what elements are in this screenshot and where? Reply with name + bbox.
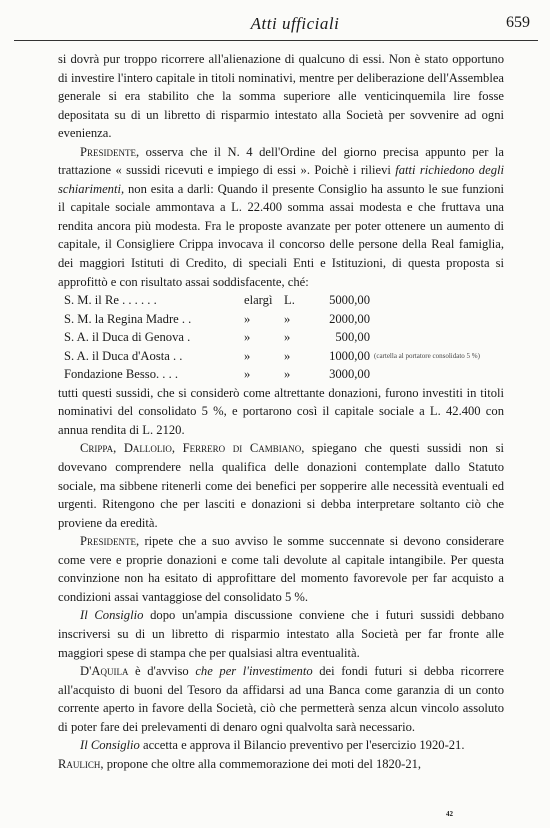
paragraph-9 <box>58 755 504 774</box>
verb: » <box>244 367 251 382</box>
paragraph-6-text: dopo un'ampia discussione conviene che i futuri sussidi debbano inscriversi su di un libretto di risparmio intestato alla Società per far fronte alle maggiori spese di stampa che per qualsiasi altra eventualità. <box>58 608 505 660</box>
paragraph-1: si dovrà pur troppo ricorrere all'alienazione di qualcuno di essi. Non è stato opportuno di investire l'intero capitale in titoli nominativi, mentre per deliberazione dell'Assemblea generale si era stabilito che la somma superiore alle venticinquemila lire fosse depositata su di un libretto di risparmio intestato alla Società per sovvenire ad ogni evenienza. <box>58 52 504 141</box>
paragraph-2-text: osserva che il N. 4 dell'Ordine del giorno precisa appunto per la trattazione « sussidi ricevuti e impiego di essi ». Poichè i rilievi <box>58 144 504 178</box>
page-number: 659 <box>506 14 530 31</box>
paragraph-7-rest: dei fondi futuri si debba ricorrere all'acquisto di buoni del Tesoro da affidarsi ad una Banca come garanzia di un conto corrente aperto in favore della Società, ciò che permetterà senza alcun vincolo assoluto di poter fare dei prelevamenti di denaro ogni qualvolta sarà necessario. <box>58 664 505 734</box>
speaker-name: D'Aquila <box>80 664 129 679</box>
printer-signature: 42 <box>446 810 453 818</box>
paragraph-6-italic: Il Consiglio <box>80 608 144 623</box>
currency-mark: » <box>284 367 291 382</box>
donations-list <box>58 291 504 384</box>
paragraph-9-text: propone che oltre alla commemorazione dei moti del 1820-21, <box>103 756 422 771</box>
amount: 5000,00 <box>329 293 370 308</box>
paragraph-7 <box>58 662 504 736</box>
paragraph-7-italic: che per l'investimento <box>195 664 313 679</box>
header-rule <box>14 40 538 41</box>
amount: 3000,00 <box>329 367 370 382</box>
paragraph-8-text: accetta e approva il Bilancio preventivo per l'esercizio 1920-21. <box>139 738 465 753</box>
verb: » <box>244 311 251 326</box>
page-body <box>58 50 504 773</box>
currency-mark: » <box>284 311 291 326</box>
donation-note: (cartella al portatore consolidato 5 %) <box>374 351 480 360</box>
speaker-name: Presidente, <box>80 144 140 159</box>
verb: » <box>244 330 251 345</box>
page-header <box>60 14 530 38</box>
paragraph-4-text: spiegano che questi sussidi non si dovevano comprendere nella qualifica delle donazioni contemplate dallo Statuto sociale, ma sibbene ritenerli come dei benefici per sopperire alle necessità eventuali ed urgenti. Ritengono che per lasciti e donazioni si debba interpretare soltanto ciò che proviene da eredità. <box>58 441 504 530</box>
amount: 500,00 <box>335 330 370 345</box>
donor: Fondazione Besso. . . . <box>64 367 179 382</box>
donation-row <box>58 347 504 366</box>
donation-row <box>58 328 504 347</box>
amount: 2000,00 <box>329 311 370 326</box>
running-title: Atti ufficiali <box>250 14 340 33</box>
currency-mark: L. <box>284 293 295 308</box>
paragraph-2 <box>58 143 504 291</box>
verb: elargì <box>244 293 273 308</box>
speaker-name: Raulich, <box>58 756 104 771</box>
donation-row <box>58 310 504 329</box>
paragraph-8-italic: Il Consiglio <box>80 738 140 753</box>
paragraph-8 <box>58 736 504 755</box>
paragraph-2-rest: non esita a darli: Quando il presente Consiglio ha assunto le sue funzioni il capitale sociale ammontava a L. 22.400 somma assai modesta e che fruttava una rendita ancora più modesta. Fra le proposte avanzate per poter ottenere un aumento di capitale, il Consigliere Crippa invocava il concorso delle persone della Real famiglia, dei maggiori Istituti di Credito, di speciali Enti e Istituzioni, di questa proposta si approfittò e con risultato assai soddisfacente, ché: <box>58 181 504 289</box>
donor: S. A. il Duca di Genova . <box>64 330 191 345</box>
speaker-name: Presidente, <box>80 534 140 549</box>
donation-row <box>58 365 504 384</box>
paragraph-5-text: ripete che a suo avviso le somme succennate si devono considerare come vere e proprie donazioni e come tali devolute al capitale intangibile. Per questa convinzione non ha esitato di approfittare del momento favorevole per far acquisto a condizioni assai vantaggiose del consolidato 5 %. <box>58 534 504 604</box>
amount: 1000,00 <box>329 348 370 363</box>
paragraph-4 <box>58 439 504 532</box>
paragraph-3: tutti questi sussidi, che si considerò come altrettante donazioni, furono investiti in titoli nominativi del consolidato 5 %, e portarono così il capitale sociale a L. 42.400 con annua rendita di L. 2120. <box>58 385 504 437</box>
currency-mark: » <box>284 348 291 363</box>
speaker-names: Crippa, Dallolio, Ferrero di Cambiano, <box>80 441 305 456</box>
currency-mark: » <box>284 330 291 345</box>
paragraph-7-text: è d'avviso <box>128 664 196 679</box>
donor: S. M. il Re . . . . . . <box>64 293 157 308</box>
paragraph-5 <box>58 532 504 606</box>
donor: S. A. il Duca d'Aosta . . <box>64 348 183 363</box>
donor: S. M. la Regina Madre . . <box>64 311 192 326</box>
verb: » <box>244 348 251 363</box>
paragraph-6 <box>58 606 504 662</box>
donation-row <box>58 291 504 310</box>
paragraph-2-italic: fatti richiedono degli schiarimenti, <box>58 163 504 196</box>
